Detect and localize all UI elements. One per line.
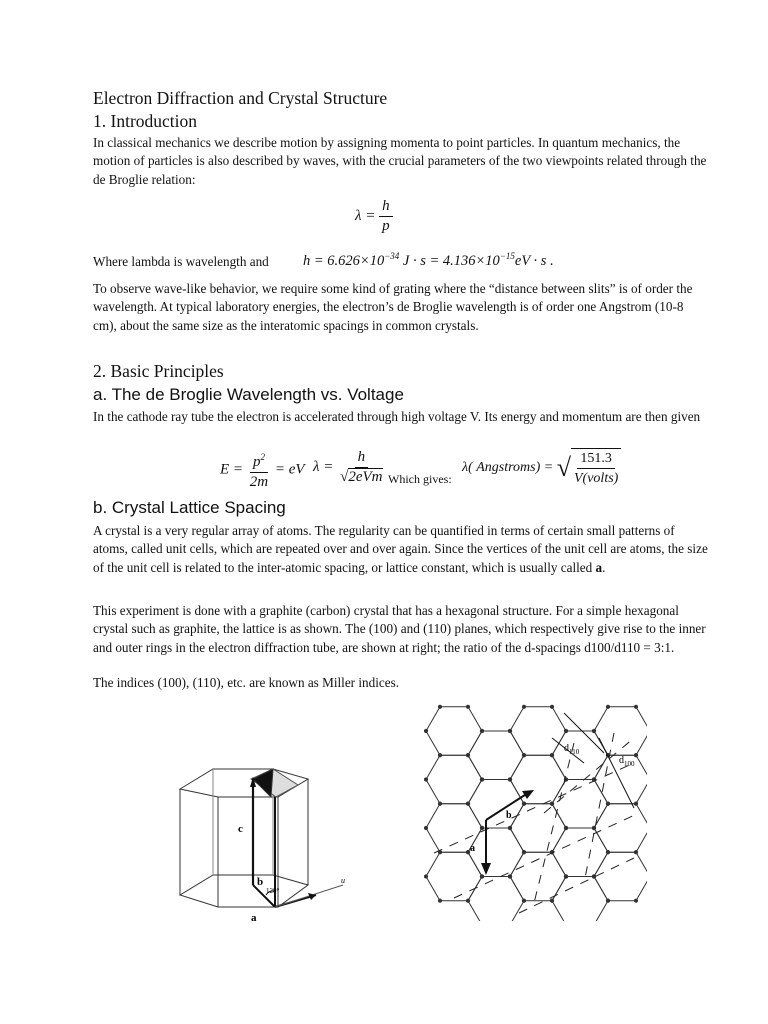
lattice-atom	[564, 826, 567, 829]
label-angle: 120°	[266, 887, 280, 895]
d110-d: d	[564, 743, 569, 754]
lattice-atom	[634, 802, 637, 805]
where-lambda-text: Where lambda is wavelength and	[93, 254, 269, 269]
hexagonal-lattice-figure	[424, 703, 647, 921]
eq-fraction-p2-over-2m	[247, 448, 271, 492]
planck-eq-part1: h = 6.626×10	[303, 252, 385, 269]
d100-sub: 100	[624, 760, 635, 768]
lattice-atom	[522, 802, 525, 805]
lattice-atom	[606, 899, 609, 902]
planck-exp1: −34	[384, 251, 400, 261]
eq-fraction-h-over-sqrt	[337, 448, 385, 487]
d100-d: d	[619, 755, 624, 766]
eq-numerator-151: 151.3	[577, 449, 615, 469]
lattice-atom	[634, 754, 637, 757]
eq-p: p	[252, 454, 261, 470]
wavelength-equation	[313, 448, 386, 487]
which-gives-text: Which gives:	[388, 472, 452, 486]
planck-exp2: −15	[499, 251, 515, 261]
planck-eq-part2: J · s = 4.136×10	[399, 252, 500, 269]
lattice-atom	[634, 705, 637, 708]
planck-eq-part3: eV · s .	[514, 252, 554, 269]
hexagon-cell	[510, 707, 566, 755]
lattice-atom	[550, 705, 553, 708]
hexagon-cell	[594, 707, 647, 755]
label-a-right: a	[470, 843, 475, 854]
eq-p-exponent: 2	[260, 452, 265, 462]
eq-denominator-volts: V(volts)	[574, 471, 619, 486]
lattice-atom	[424, 826, 427, 829]
lattice-atom	[466, 705, 469, 708]
hexagon-cell	[426, 755, 482, 804]
hexagon-cell	[468, 780, 524, 829]
lattice-atom	[508, 875, 511, 878]
lattice-atom	[438, 802, 441, 805]
lattice-atom	[522, 754, 525, 757]
eq-sqrt-2eVm: 2eVm	[348, 469, 383, 485]
hexagon-cell	[510, 804, 566, 853]
basic-paragraph-2	[93, 522, 708, 577]
lattice-atom	[592, 826, 595, 829]
lattice-atom	[480, 826, 483, 829]
lattice-paragraph-end: .	[602, 559, 606, 575]
d110-sub: 110	[569, 748, 580, 756]
subsection-heading-de-broglie-voltage: a. The de Broglie Wavelength vs. Voltage	[93, 385, 404, 404]
lattice-atom	[480, 778, 483, 781]
basic-paragraph-4: The indices (100), (110), etc. are known as Miller indices.	[93, 675, 400, 690]
lattice-atom	[550, 899, 553, 902]
intro-paragraph-1: In classical mechanics we describe motion by assigning momenta to point particles. In quantum mechanics, the motion of particles is also described by waves, with the crucial parameters of the two viewpoints related through the de Broglie relation:	[93, 135, 707, 187]
eq-denominator-sqrt: √2eVm	[340, 469, 383, 485]
lattice-atom	[438, 899, 441, 902]
hexagon-cell	[468, 731, 524, 780]
basic-paragraph-3: This experiment is done with a graphite (carbon) crystal that has a hexagonal structure. For a simple hexagonal crystal such as graphite, the lattice is as shown. The (100) and (110) planes, which respectively give rise to the inner and outer rings in the electron diffraction tube, are shown at right; the ratio of the d-spacings d100/d110 = 3:1.	[93, 603, 706, 655]
document-title: Electron Diffraction and Crystal Structure	[93, 88, 388, 108]
eq-denominator-p: p	[382, 218, 390, 234]
eq-lambda2-lhs: λ =	[313, 459, 334, 475]
lattice-atom	[508, 729, 511, 732]
hexagon-cell	[468, 877, 524, 922]
lattice-atom	[550, 754, 553, 757]
label-d110	[564, 743, 580, 756]
eq-fraction-h-over-p	[379, 197, 393, 236]
basic-paragraph-1: In the cathode ray tube the electron is accelerated through high voltage V. Its energy and momentum are then given	[93, 409, 701, 424]
lattice-atom	[480, 729, 483, 732]
lattice-atom	[466, 802, 469, 805]
hexagon-cell	[552, 877, 608, 922]
label-u: u	[341, 876, 345, 885]
lattice-atom	[508, 826, 511, 829]
lattice-atom	[424, 778, 427, 781]
de-broglie-equation	[355, 197, 393, 236]
lattice-atom	[606, 851, 609, 854]
intro-paragraph-2: To observe wave-like behavior, we require some kind of grating where the “distance between slits” is of order the wavelength. At typical laboratory energies, the electron’s de Broglie wavelength is of order one Angstrom (10-8 cm), about the same size as the interatomic spacings in common crystals.	[93, 281, 693, 333]
eq-numerator-h2: h	[355, 448, 369, 468]
lattice-atom	[466, 754, 469, 757]
energy-equation	[220, 448, 305, 492]
eq-fraction-151-over-V	[571, 448, 621, 488]
eq-numerator-p2	[250, 448, 268, 473]
hexagon-cell	[510, 755, 566, 804]
lattice-atom	[634, 851, 637, 854]
eq-denominator-2m: 2m	[249, 474, 269, 490]
lattice-atom	[424, 875, 427, 878]
subsection-heading-crystal-lattice: b. Crystal Lattice Spacing	[93, 498, 286, 517]
section-heading-basic-principles: 2. Basic Principles	[93, 361, 224, 381]
eq-E-lhs: E =	[220, 461, 244, 478]
section-heading-introduction: 1. Introduction	[93, 111, 198, 131]
label-c: c	[238, 823, 243, 835]
hexagon-cell	[594, 804, 647, 853]
eq-eV: = eV	[274, 461, 305, 478]
lattice-atom	[480, 875, 483, 878]
label-d100	[619, 755, 635, 768]
hexagonal-prism-figure	[178, 767, 350, 922]
lattice-atom	[508, 778, 511, 781]
eq-lambda-lhs: λ =	[355, 208, 376, 224]
lattice-atom	[424, 729, 427, 732]
eq-angstrom-lhs: λ( Angstroms) =	[462, 460, 554, 475]
hexagon-cell	[594, 852, 647, 901]
angstrom-equation	[462, 448, 621, 488]
label-b-right: b	[506, 810, 512, 821]
hexagon-cell	[426, 707, 482, 755]
planck-constant-equation	[303, 251, 554, 270]
lattice-atom	[438, 754, 441, 757]
lattice-atom	[550, 802, 553, 805]
lattice-atom	[522, 851, 525, 854]
lattice-atom	[634, 899, 637, 902]
eq-numerator-h: h	[379, 197, 393, 217]
lattice-atom	[564, 729, 567, 732]
lattice-atom	[592, 875, 595, 878]
lattice-constant-symbol: a	[595, 559, 603, 575]
lattice-atom	[564, 875, 567, 878]
lattice-atom	[522, 705, 525, 708]
lattice-paragraph-text: A crystal is a very regular array of atoms. The regularity can be quantified in terms of certain small patterns of atoms, called unit cells, which are repeated over and over again. Since the vertices of the unit cell are atoms, the size of the unit cell is related to the inter-atomic spacing, or lattice constant, which is usually called	[93, 523, 708, 575]
hexagon-cell	[552, 828, 608, 877]
label-b: b	[257, 876, 264, 888]
lattice-atom	[606, 705, 609, 708]
lattice-atom	[592, 729, 595, 732]
eq-sqrt-fraction: √ $\frac{151.3}{\text{V(volts)}}$	[557, 448, 622, 488]
hexagon-cell	[468, 828, 524, 877]
lattice-atom	[522, 899, 525, 902]
lattice-atom	[466, 899, 469, 902]
lattice-atom	[438, 705, 441, 708]
hexagon-cell	[426, 852, 482, 901]
lattice-atom	[606, 802, 609, 805]
label-a: a	[251, 912, 257, 922]
